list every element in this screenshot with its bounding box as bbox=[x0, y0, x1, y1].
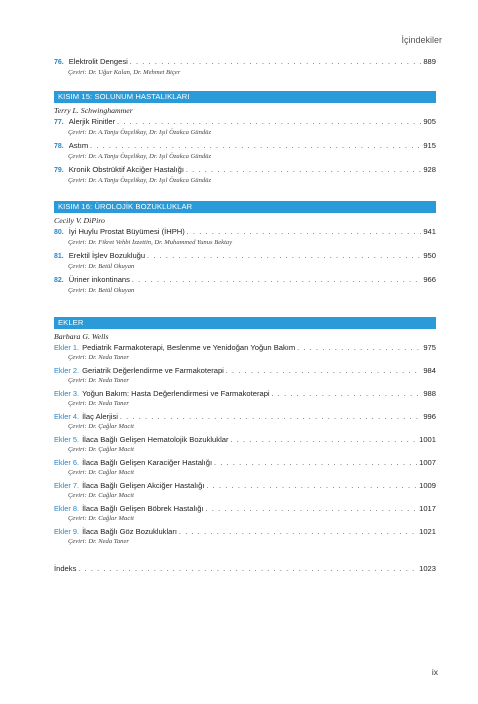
chapter-title: Elektrolit Dengesi bbox=[68, 57, 128, 66]
appendix-title: Yoğun Bakım: Hasta Değerlendirmesi ve Farmakoterapi bbox=[82, 389, 270, 398]
appendix-entry[interactable] bbox=[54, 504, 436, 523]
translators: Çeviri: Dr. Cağlar Macit bbox=[68, 469, 134, 476]
toc-entry[interactable] bbox=[54, 57, 436, 77]
chapter-number: 80. bbox=[54, 229, 64, 236]
appendix-entry[interactable] bbox=[54, 366, 436, 385]
chapter-title: Alerjik Rinitler bbox=[68, 117, 116, 126]
translators: Çeviri: Dr. Neda Taner bbox=[68, 354, 129, 361]
leader-dots bbox=[231, 435, 418, 445]
translators: Çeviri: Dr. Cağlar Macit bbox=[68, 492, 134, 499]
chapter-title: Kronik Obstrüktif Akciğer Hastalığı bbox=[68, 165, 184, 174]
appendix-title: İlaca Bağlı Göz Bozuklukları bbox=[82, 527, 178, 536]
leader-dots bbox=[187, 227, 422, 237]
toc-entry[interactable] bbox=[54, 227, 436, 247]
chapter-title: İyi Huylu Prostat Büyümesi (İHPH) bbox=[68, 227, 185, 236]
page-ref: 1001 bbox=[419, 435, 436, 444]
leader-dots bbox=[206, 504, 417, 514]
toc-entry[interactable] bbox=[54, 165, 436, 185]
leader-dots bbox=[226, 366, 421, 376]
chapter-title: Erektil İşlev Bozukluğu bbox=[68, 251, 146, 260]
appendix-label: Ekler 6. bbox=[54, 458, 80, 467]
section-author: Terry L. Schwinghammer bbox=[54, 106, 133, 115]
appendix-entry[interactable] bbox=[54, 458, 436, 477]
leader-dots bbox=[132, 275, 421, 285]
section-author: Cecily V. DiPiro bbox=[54, 216, 105, 225]
appendix-entry[interactable] bbox=[54, 389, 436, 408]
appendix-title: Pediatrik Farmakoterapi, Beslenme ve Yenidoğan Yoğun Bakım bbox=[82, 343, 296, 352]
translators: Çeviri: Dr. Betül Okuyan bbox=[68, 287, 135, 294]
leader-dots bbox=[297, 343, 421, 353]
translators: Çeviri: Dr. Neda Taner bbox=[68, 400, 129, 407]
leader-dots bbox=[186, 165, 421, 175]
page-number: ix bbox=[431, 667, 438, 677]
translators: Çeviri: Dr. Uğur Kalan, Dr. Mehmet Biçer bbox=[68, 69, 181, 76]
index-title: İndeks bbox=[54, 564, 77, 573]
page-ref: 889 bbox=[423, 57, 436, 66]
chapter-number: 76. bbox=[54, 59, 64, 66]
chapter-number: 82. bbox=[54, 277, 64, 284]
appendix-entry[interactable] bbox=[54, 412, 436, 431]
page-ref: 966 bbox=[423, 275, 436, 284]
chapter-number: 81. bbox=[54, 253, 64, 260]
appendix-label: Ekler 2. bbox=[54, 366, 80, 375]
translators: Çeviri: Dr. A.Tanju Özçelikay, Dr. Işıl Özakca Gündüz bbox=[68, 153, 212, 160]
page-ref: 988 bbox=[423, 389, 436, 398]
appendix-title: İlaca Bağlı Gelişen Akciğer Hastalığı bbox=[82, 481, 205, 490]
page-ref: 950 bbox=[423, 251, 436, 260]
appendix-title: İlaca Bağlı Gelişen Karaciğer Hastalığı bbox=[82, 458, 213, 467]
appendix-title: İlaca Bağlı Gelişen Hematolojik Bozukluklar bbox=[82, 435, 229, 444]
translators: Çeviri: Dr. Neda Taner bbox=[68, 377, 129, 384]
leader-dots bbox=[147, 251, 421, 261]
table-of-contents bbox=[54, 57, 436, 578]
translators: Çeviri: Dr. Cağlar Macit bbox=[68, 515, 134, 522]
appendix-title: Geriatrik Değerlendirme ve Farmakoterapi bbox=[82, 366, 224, 375]
translators: Çeviri: Dr. Betül Okuyan bbox=[68, 263, 135, 270]
appendix-title: İlaca Bağlı Gelişen Böbrek Hastalığı bbox=[82, 504, 204, 513]
translators: Çeviri: Dr. Fikret Vehbi İzzettin, Dr. Muhammed Yunus Bektay bbox=[68, 239, 233, 246]
leader-dots bbox=[214, 458, 417, 468]
chapter-number: 78. bbox=[54, 143, 64, 150]
page-ref: 975 bbox=[423, 343, 436, 352]
page-ref: 996 bbox=[423, 412, 436, 421]
translators: Çeviri: Dr. Neda Taner bbox=[68, 538, 129, 545]
appendix-label: Ekler 1. bbox=[54, 343, 80, 352]
leader-dots bbox=[272, 389, 422, 399]
page-ref: 928 bbox=[423, 165, 436, 174]
appendix-title: İlaç Alerjisi bbox=[82, 412, 118, 421]
section-heading: KISIM 16: ÜROLOJİK BOZUKLUKLAR bbox=[54, 201, 436, 213]
appendix-label: Ekler 7. bbox=[54, 481, 80, 490]
page-ref: 915 bbox=[423, 141, 436, 150]
appendix-label: Ekler 8. bbox=[54, 504, 80, 513]
chapter-number: 79. bbox=[54, 167, 64, 174]
appendix-label: Ekler 3. bbox=[54, 389, 80, 398]
appendix-label: Ekler 9. bbox=[54, 527, 80, 536]
toc-entry[interactable] bbox=[54, 251, 436, 271]
page-ref: 905 bbox=[423, 117, 436, 126]
page-ref: 941 bbox=[423, 227, 436, 236]
chapter-title: Üriner inkontinans bbox=[68, 275, 130, 284]
appendix-entry[interactable] bbox=[54, 435, 436, 454]
toc-entry[interactable] bbox=[54, 141, 436, 161]
index-entry[interactable] bbox=[54, 564, 436, 574]
translators: Çeviri: Dr. Çağlar Macit bbox=[68, 423, 134, 430]
appendix-label: Ekler 4. bbox=[54, 412, 80, 421]
appendix-label: Ekler 5. bbox=[54, 435, 80, 444]
section-heading: KISIM 15: SOLUNUM HASTALIKLARI bbox=[54, 91, 436, 103]
leader-dots bbox=[130, 57, 422, 67]
page-ref: 1007 bbox=[419, 458, 436, 467]
section-heading: EKLER bbox=[54, 317, 436, 329]
appendix-entry[interactable] bbox=[54, 481, 436, 500]
page-ref: 984 bbox=[423, 366, 436, 375]
page-ref: 1023 bbox=[419, 564, 436, 573]
leader-dots bbox=[90, 141, 421, 151]
leader-dots bbox=[78, 564, 417, 574]
leader-dots bbox=[179, 527, 417, 537]
appendix-entry[interactable] bbox=[54, 527, 436, 546]
translators: Çeviri: Dr. Çağlar Macit bbox=[68, 446, 134, 453]
page-ref: 1009 bbox=[419, 481, 436, 490]
page-ref: 1021 bbox=[419, 527, 436, 536]
chapter-title: Astım bbox=[68, 141, 89, 150]
appendix-entry[interactable] bbox=[54, 343, 436, 362]
translators: Çeviri: Dr. A.Tanju Özçelikay, Dr. Işıl Özakca Gündüz bbox=[68, 177, 212, 184]
running-head: İçindekiler bbox=[401, 35, 442, 45]
translators: Çeviri: Dr. A.Tanju Özçelikay, Dr. Işıl Özakca Gündüz bbox=[68, 129, 212, 136]
chapter-number: 77. bbox=[54, 119, 64, 126]
page-ref: 1017 bbox=[419, 504, 436, 513]
toc-entry[interactable] bbox=[54, 275, 436, 295]
toc-entry[interactable] bbox=[54, 117, 436, 137]
leader-dots bbox=[117, 117, 421, 127]
section-author: Barbara G. Wells bbox=[54, 332, 109, 341]
leader-dots bbox=[206, 481, 417, 491]
leader-dots bbox=[120, 412, 421, 422]
